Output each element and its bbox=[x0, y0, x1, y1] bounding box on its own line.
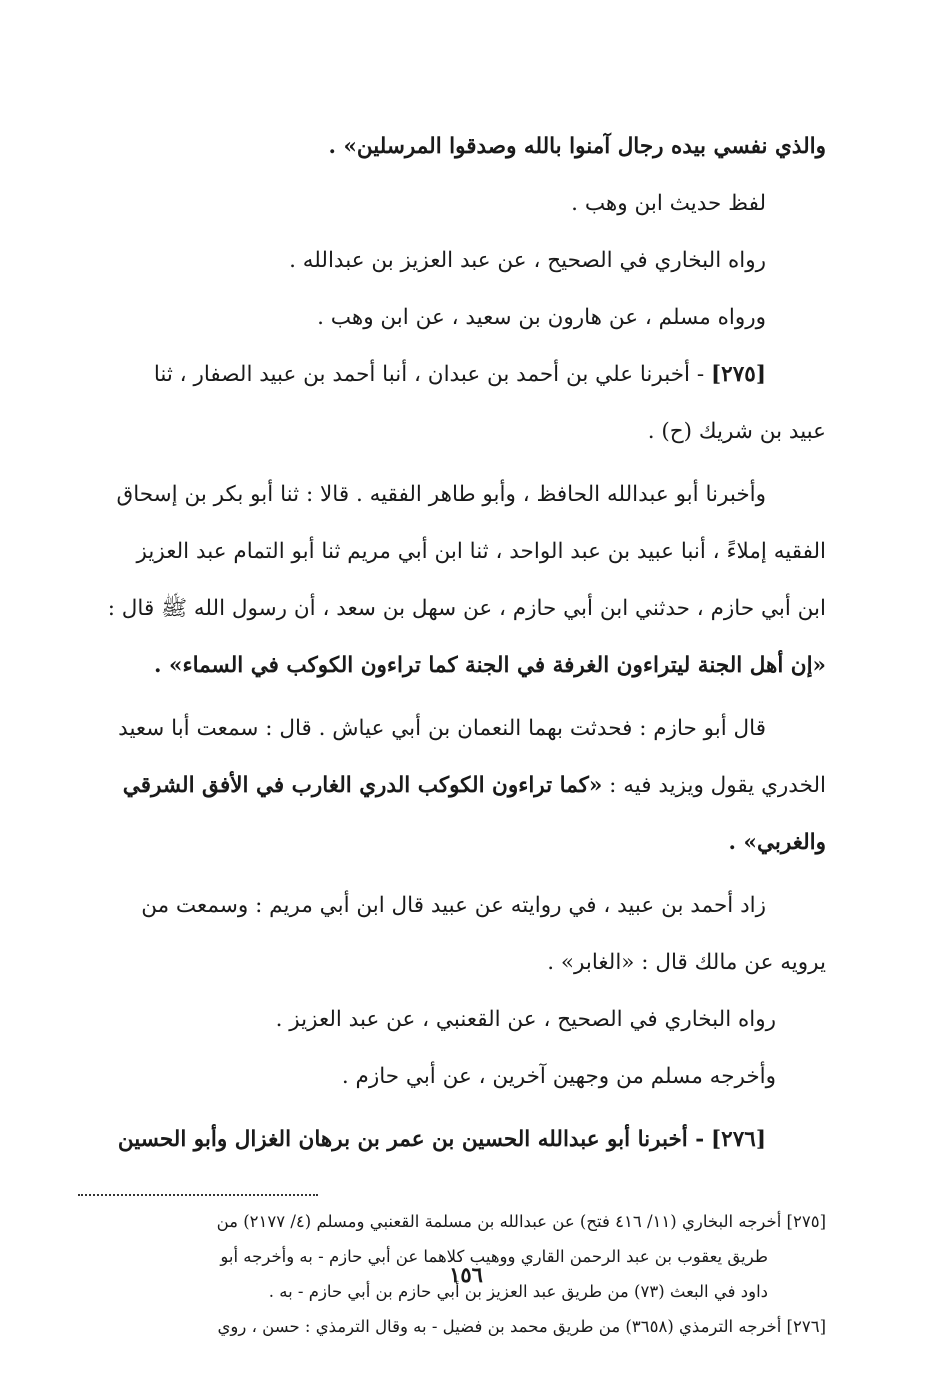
hadith-276-start bbox=[78, 1111, 826, 1168]
hadith-quote: «كما تراءون الكوكب الدري الغارب في الأفق الشرقي bbox=[122, 773, 603, 798]
text-line: لفظ حديث ابن وهب . bbox=[571, 191, 766, 216]
text-segment: الخدري يقول ويزيد فيه : bbox=[609, 773, 826, 798]
text-line bbox=[78, 757, 826, 814]
text-line: رواه البخاري في الصحيح ، عن القعنبي ، عن عبد العزيز . bbox=[275, 1007, 776, 1032]
text-line: والذي نفسي بيده رجال آمنوا بالله وصدقوا المرسلين» . bbox=[328, 134, 826, 159]
hadith-275-start bbox=[78, 346, 826, 403]
text-line: يرويه عن مالك قال : «الغابر» . bbox=[547, 950, 826, 975]
text-line: وأخرجه مسلم من وجهين آخرين ، عن أبي حازم . bbox=[341, 1064, 776, 1089]
text-line: عبيد بن شريك (ح) . bbox=[647, 419, 826, 444]
hadith-quote: والغربي» . bbox=[728, 830, 826, 855]
hadith-number: [٢٧٦] bbox=[710, 1127, 766, 1152]
footnote-divider bbox=[78, 1194, 318, 1196]
footnote-line: [٢٧٦] أخرجه الترمذي (٣٦٥٨) من طريق محمد بن فضيل - به وقال الترمذي : حسن ، روي bbox=[217, 1317, 826, 1336]
text-line: الفقيه إملاءً ، أنبا عبيد بن عبد الواحد ، ثنا ابن أبي مريم ثنا أبو التمام عبد العزيز bbox=[136, 539, 826, 564]
hadith-quote: «إن أهل الجنة ليتراءون الغرفة في الجنة كما تراءون الكوكب في السماء» . bbox=[154, 653, 826, 678]
page-number: ١٥٦ bbox=[449, 1262, 483, 1287]
footnote-line: طريق يعقوب بن عبد الرحمن القاري ووهيب كلاهما عن أبي حازم - به وأخرجه أبو bbox=[220, 1247, 768, 1266]
text-line: زاد أحمد بن عبيد ، في روايته عن عبيد قال ابن أبي مريم : وسمعت من bbox=[141, 893, 766, 918]
footnote-line: [٢٧٥] أخرجه البخاري (١١/ ٤١٦ فتح) عن عبدالله بن مسلمة القعنبي ومسلم (٤/ ٢١٧٧) من bbox=[216, 1212, 826, 1231]
text-line: وأخبرنا أبو عبدالله الحافظ ، وأبو طاهر الفقيه . قالا : ثنا أبو بكر بن إسحاق bbox=[116, 482, 766, 507]
text-line: رواه البخاري في الصحيح ، عن عبد العزيز بن عبدالله . bbox=[289, 248, 766, 273]
main-text bbox=[78, 118, 826, 1168]
hadith-number: [٢٧٥] bbox=[710, 362, 766, 387]
text-line: ورواه مسلم ، عن هارون بن سعيد ، عن ابن وهب . bbox=[317, 305, 766, 330]
footnote-line: داود في البعث (٧٣) من طريق عبد العزيز بن أبي حازم بن أبي حازم - به . bbox=[268, 1282, 768, 1301]
text-line: ابن أبي حازم ، حدثني ابن أبي حازم ، عن سهل بن سعد ، أن رسول الله ﷺ قال : bbox=[107, 596, 826, 621]
text-line: قال أبو حازم : فحدثت بهما النعمان بن أبي عياش . قال : سمعت أبا سعيد bbox=[118, 716, 766, 741]
text-line: - أخبرنا علي بن أحمد بن عبدان ، أنبا أحمد بن عبيد الصفار ، ثنا bbox=[153, 362, 705, 387]
text-line: - أخبرنا أبو عبدالله الحسين بن عمر بن برهان الغزال وأبو الحسين bbox=[117, 1127, 705, 1152]
